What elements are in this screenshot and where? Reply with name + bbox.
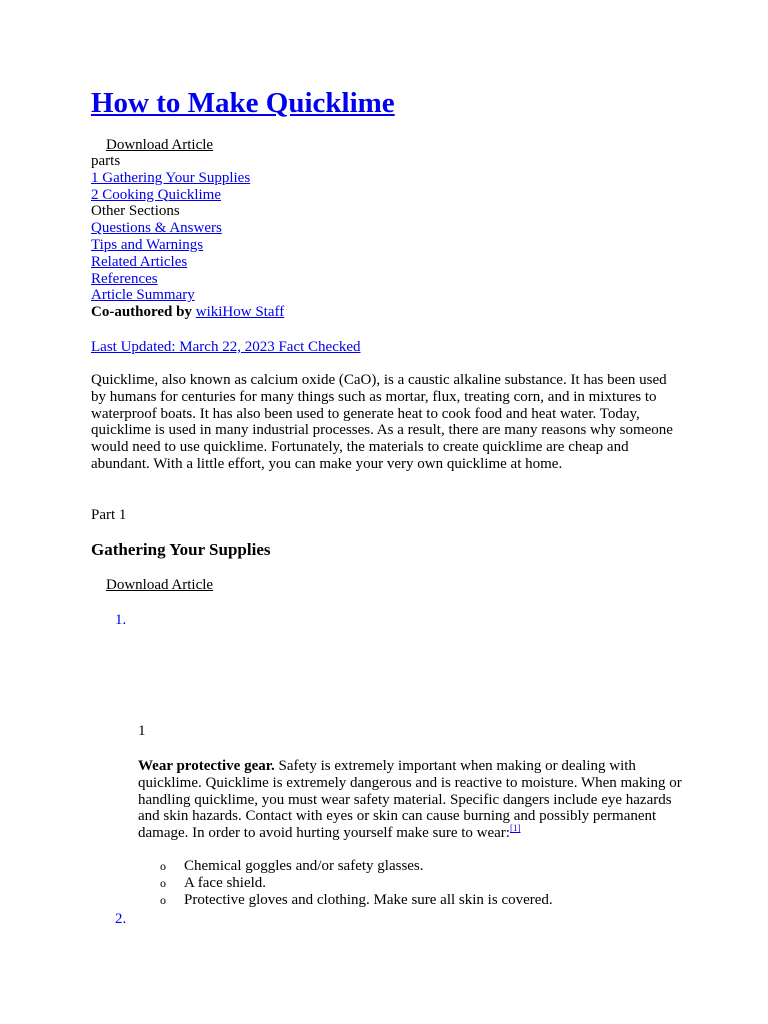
toc-item-questions[interactable] <box>91 220 284 237</box>
toc-link-questions-label: Questions & Answers <box>91 220 222 237</box>
step-number-1: 1. <box>115 612 127 628</box>
toc-link-part-1[interactable] <box>91 170 250 186</box>
toc-link-part-2[interactable] <box>91 187 221 203</box>
step-bold-1: Wear protective gear. <box>138 758 275 774</box>
list-item <box>160 858 553 875</box>
bullet-circle-icon: o <box>160 859 166 873</box>
toc-item-related[interactable] <box>91 254 284 271</box>
coauthor-line <box>91 304 284 321</box>
coauthor-label: Co-authored by <box>91 304 192 321</box>
download-article-label: Download Article <box>106 137 214 153</box>
toc-link-related-label: Related Articles <box>91 253 188 270</box>
step-text-1 <box>138 758 683 842</box>
part-download-article-label: Download Article <box>106 577 214 593</box>
toc-link-summary[interactable] <box>91 287 195 303</box>
part-download-article[interactable] <box>106 577 213 594</box>
reference-link-1[interactable]: [1] <box>509 823 521 834</box>
toc-item-part-1[interactable] <box>91 170 284 187</box>
toc-item-tips[interactable] <box>91 237 284 254</box>
part-download-article-link[interactable] <box>106 577 213 593</box>
bullet-text: Chemical goggles and/or safety glasses. <box>184 858 424 874</box>
toc-item-part-2[interactable] <box>91 187 284 204</box>
bullet-circle-icon: o <box>160 892 166 907</box>
list-item <box>160 892 553 909</box>
part-label: Part 1 <box>91 507 127 523</box>
download-article[interactable] <box>106 137 213 154</box>
toc-link-tips[interactable] <box>91 237 203 253</box>
article-title-link[interactable]: How to Make Quicklime <box>91 87 395 119</box>
download-article-link[interactable] <box>106 137 213 153</box>
bullet-circle-icon: o <box>160 875 166 890</box>
bullet-text: Protective gloves and clothing. Make sure all skin is covered. <box>184 891 553 908</box>
last-updated[interactable] <box>91 339 361 356</box>
table-of-contents <box>91 153 284 321</box>
step-index-1: 1 <box>138 723 146 739</box>
toc-link-related[interactable] <box>91 254 187 270</box>
article-title <box>91 84 395 122</box>
toc-link-questions[interactable] <box>91 220 222 236</box>
toc-link-tips-label: Tips and Warnings <box>91 236 204 253</box>
toc-link-part-2-label: 2 Cooking Quicklime <box>91 186 221 203</box>
toc-parts-label: parts <box>91 153 121 169</box>
step-bullet-list <box>160 858 553 908</box>
toc-link-references[interactable] <box>91 271 158 287</box>
toc-link-summary-label: Article Summary <box>91 287 195 304</box>
article-intro: Quicklime, also known as calcium oxide (CaO), is a caustic alkaline substance. It has been used by humans for centuries for many things such as mortar, flux, treating corn, and in mixtures to waterproof boats. It has also been used to generate heat to cook food and heat water. Today, quicklime is used in many industrial processes. As a result, there are many reasons why someone would need to use quicklime. Fortunately, the materials to create quicklime are cheap and abundant. With a little effort, you can make your very own quicklime at home. <box>91 372 673 472</box>
toc-item-references[interactable] <box>91 271 284 288</box>
toc-link-part-1-label: 1 Gathering Your Supplies <box>91 169 251 186</box>
toc-link-references-label: References <box>91 270 158 287</box>
step-body-1: Safety is extremely important when making or dealing with quicklime. Quicklime is extremely dangerous and is reactive to moisture. When making or handling quicklime, you must wear safety material. Specific dangers include eye hazards and skin hazards. Contact with eyes or skin can cause burning and possibly permanent damage. In order to avoid hurting yourself make sure to wear: <box>138 758 682 842</box>
step-number-2: 2. <box>115 911 127 927</box>
part-title: Gathering Your Supplies <box>91 540 271 559</box>
last-updated-link[interactable]: Last Updated: March 22, 2023 Fact Checked <box>91 339 361 355</box>
coauthor-link[interactable]: wikiHow Staff <box>195 304 285 321</box>
step-ref-1[interactable] <box>510 823 521 833</box>
toc-item-summary[interactable] <box>91 287 284 304</box>
bullet-text: A face shield. <box>184 874 267 891</box>
toc-other-sections-label: Other Sections <box>91 203 180 220</box>
list-item <box>160 875 553 892</box>
